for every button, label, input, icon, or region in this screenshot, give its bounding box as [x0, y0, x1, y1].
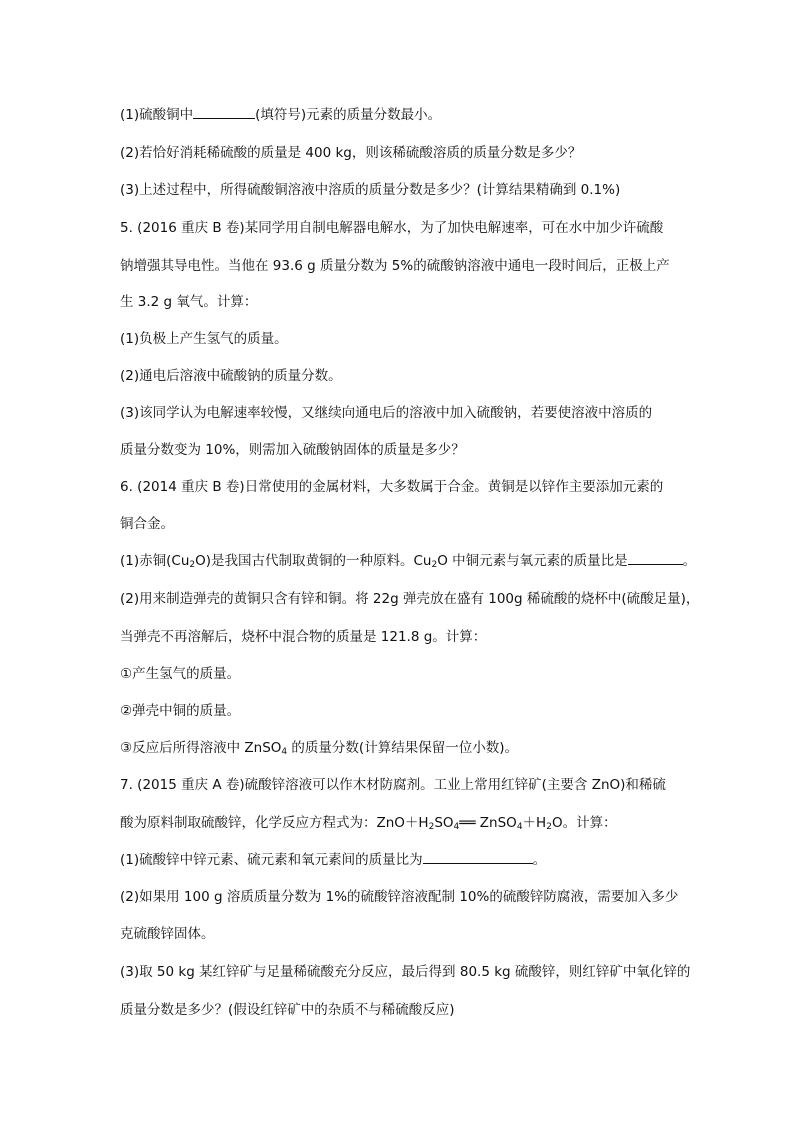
- answer-blank: [423, 849, 533, 864]
- question-7-stem-line-2: 酸为原料制取硫酸锌，化学反应方程式为：$ZnO+H_2SO_4══$ $ZnSO_4+H_2O$。计算：: [120, 815, 617, 832]
- question-6-stem-line-2: 铜合金。: [120, 516, 174, 532]
- question-7-2-line-2: 克硫酸锌固体。: [120, 926, 215, 942]
- question-6-2-sub-1: ①产生氢气的质量。: [120, 666, 241, 682]
- question-6-2-sub-2: ②弹壳中铜的质量。: [120, 703, 241, 719]
- question-5-stem-line-1: 5. (2016 重庆 B 卷)某同学用自制电解器电解水，为了加快电解速率，可在水中加少许硫酸: [120, 220, 664, 236]
- question-4-1: (1)硫酸铜中 (填符号)元素的质量分数最小。: [120, 103, 684, 127]
- question-5-1: (1)负极上产生氢气的质量。: [120, 331, 288, 347]
- question-7-3-line-1: (3)取 50 kg 某红锌矿与足量稀硫酸充分反应，最后得到 80.5 kg 硫酸锌，则红锌矿中氧化锌的: [120, 964, 691, 980]
- question-6-stem-line-1: 6. (2014 重庆 B 卷)日常使用的金属材料，大多数属于合金。黄铜是以锌作主要添加元素的: [120, 479, 664, 495]
- question-4-2: (2)若恰好消耗稀硫酸的质量是 400 kg，则该稀硫酸溶质的质量分数是多少？: [120, 145, 582, 161]
- question-5-3-line-1: (3)该同学认为电解速率较慢，又继续向通电后的溶液中加入硫酸钠，若要使溶液中溶质的: [120, 405, 653, 421]
- question-6-2-sub-3: ③反应后所得溶液中 ZnSO$_4$ 的质量分数(计算结果保留一位小数)。: [120, 740, 518, 757]
- question-5-2: (2)通电后溶液中硫酸钠的质量分数。: [120, 368, 342, 384]
- answer-blank: [628, 550, 683, 565]
- question-5-3-line-2: 质量分数变为 10%，则需加入硫酸钠固体的质量是多少？: [120, 442, 465, 458]
- question-6-2-line-1: (2)用来制造弹壳的黄铜只含有锌和铜。将 22g 弹壳放在盛有 100g 稀硫酸的烧杯中(硫酸足量)，: [120, 591, 700, 607]
- question-6-1: (1)赤铜$(Cu_2O)$是我国古代制取黄铜的一种原料。$Cu_2O$ 中铜元素与氧元素的质量比是 。: [120, 549, 684, 573]
- question-7-stem-line-1: 7. (2015 重庆 A 卷)硫酸锌溶液可以作木材防腐剂。工业上常用红锌矿(主要含 ZnO)和稀硫: [120, 777, 666, 793]
- question-6-2-line-2: 当弹壳不再溶解后，烧杯中混合物的质量是 121.8 g。计算：: [120, 629, 487, 645]
- question-5-stem-line-2: 钠增强其导电性。当他在 93.6 g 质量分数为 5%的硫酸钠溶液中通电一段时间后，正极上产: [120, 258, 670, 274]
- question-5-stem-line-3: 生 3.2 g 氧气。计算：: [120, 294, 258, 310]
- question-4-3: (3)上述过程中，所得硫酸铜溶液中溶质的质量分数是多少？(计算结果精确到 0.1%): [120, 182, 621, 198]
- question-7-1: (1)硫酸锌中锌元素、硫元素和氧元素间的质量比为 。: [120, 848, 684, 872]
- question-7-2-line-1: (2)如果用 100 g 溶质质量分数为 1%的硫酸锌溶液配制 10%的硫酸锌防腐液，需要加入多少: [120, 889, 679, 905]
- question-7-3-line-2: 质量分数是多少？(假设红锌矿中的杂质不与稀硫酸反应): [120, 1002, 455, 1018]
- answer-blank: [193, 104, 255, 119]
